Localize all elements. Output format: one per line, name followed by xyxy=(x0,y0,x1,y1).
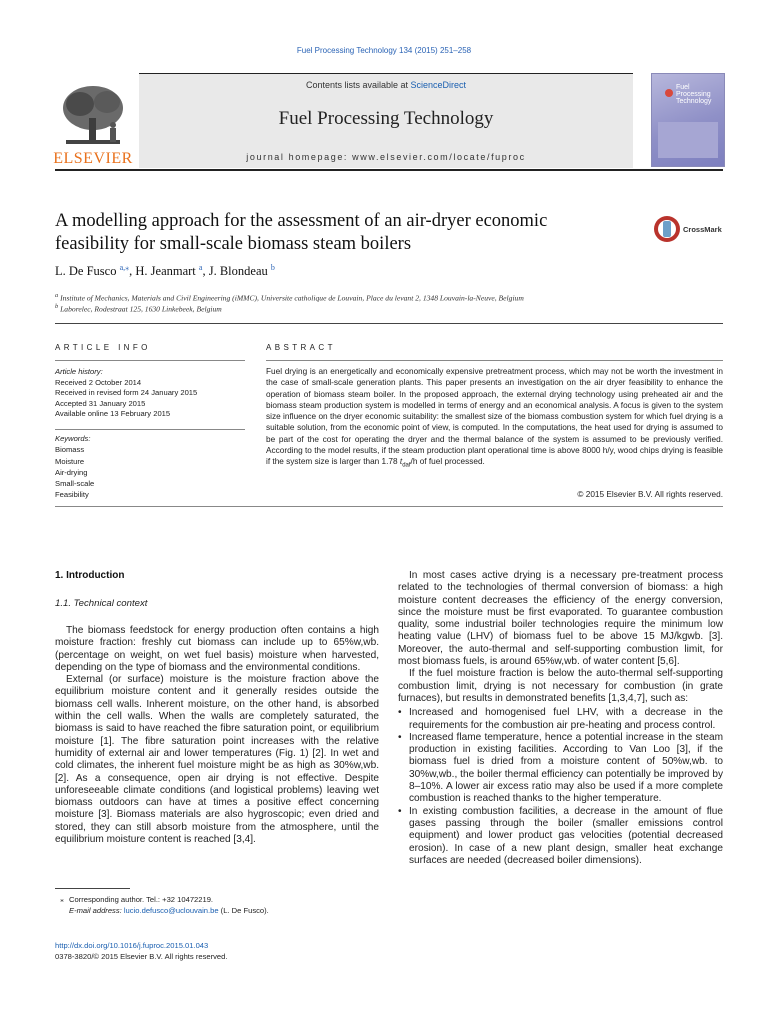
history-online: Available online 13 February 2015 xyxy=(55,409,171,419)
article-info-heading: ARTICLE INFO xyxy=(55,343,151,352)
author-affiliation-mark[interactable]: a,⁎ xyxy=(119,263,130,272)
contents-label: Contents lists available at xyxy=(305,80,411,90)
abstract-body: Fuel drying is an energetically and economically expensive pretreatment process, which may not be worth the investment in the case of small-scale generation plants. This paper presents an investigation on the air dryer feasibility to enhance the operation of biomass steam boiler. In the proposed approach, the external drying technology using preheated air and the biomass steam production system is modelled in terms of energy and an economical analysis. A focus is given to the system size influence on the dryer economic suitability: the smallest size of the biomass combustion system for which fuel drying is a suitable solution, from the economic point of view, is computed. In the computations, the heat used for drying is assumed to be part of the cost for operating the dryer and the thermal balance of the system is assumed to be previously verified. According to the model results, if the steam production plant operational time is above 8000 h/y, wood chips drying is feasible if the system size is larger than 1.78 xyxy=(266,367,723,466)
crossmark-icon xyxy=(653,214,681,244)
author-name[interactable]: L. De Fusco xyxy=(55,264,117,279)
email-label: E-mail address: xyxy=(69,906,124,915)
footnote-rule xyxy=(55,888,130,889)
crossmark-badge[interactable] xyxy=(653,214,725,244)
contents-line xyxy=(139,80,633,90)
cover-journal-title: Fuel Processing Technology xyxy=(676,84,712,105)
keyword: Feasibility xyxy=(55,490,89,500)
keyword: Air-drying xyxy=(55,467,88,477)
keyword: Biomass xyxy=(55,445,85,455)
header-bottom-rule xyxy=(55,169,723,171)
doi-link[interactable]: http://dx.doi.org/10.1016/j.fuproc.2015.01.043 xyxy=(55,941,209,950)
affiliation-b xyxy=(55,303,222,314)
right-column xyxy=(398,570,723,867)
journal-title: Fuel Processing Technology xyxy=(278,108,494,129)
list-item: • Increased flame temperature, hence a potential increase in the steam production in existing facilities. According to Van Loo [3], if the biomass fuel is dried from a moisture content of 50%w,wb. to 30%w,wb., the boiler thermal efficiency can potentially be improved by 8–10%. A lower air excess ratio may also be used if a more complete combustion is reached thanks to the higher temperature. xyxy=(398,732,723,806)
paragraph: External (or surface) moisture is the moisture fraction above the equilibrium moisture content and it generally resides outside the biomass cell walls. Inherent moisture, on the other hand, is absorbed within the cell walls. When the walls are completely saturated, the biomass is said to have reached the fibre saturation point, or equilibrium moisture [1]. The fibre saturation point increases with the relative humidity of external air and lower temperatures (Fig. 1) [2]. In wet and cold climates, the inherent fuel moisture might be as high as 30%w,wb. [2]. As a consequence, open air drying is not effective. Despite unforeseeable climate conditions (and logistical problems) leaving wet biomass outdoors can have at times a positive effect concerning moisture [3]. Biomass materials are also hygroscopic; even dried and stored, they can still absorb moisture from the atmosphere, until the equilibrium moisture content is reached [3,4]. xyxy=(55,674,379,846)
abstract-unit: t xyxy=(399,457,403,466)
journal-homepage-line xyxy=(139,152,633,162)
history-revised: Received in revised form 24 January 2015 xyxy=(55,388,198,398)
author-name[interactable]: J. Blondeau xyxy=(208,264,268,279)
abstract-unit-sub: daf xyxy=(402,462,411,469)
issn-line: 0378-3820/© 2015 Elsevier B.V. All rights reserved. xyxy=(55,952,228,961)
divider xyxy=(55,323,723,324)
divider xyxy=(55,429,245,430)
paragraph: The biomass feedstock for energy production often contains a high moisture fraction: freshly cut biomass can include up to 65%w,wb. (percentage on weight, on wet fuel basis) moisture when harvested, depending on the type of biomass and the environmental conditions. xyxy=(55,625,379,673)
history-label: Article history: xyxy=(55,367,103,376)
author-name[interactable]: H. Jeanmart xyxy=(135,264,196,279)
abstract-copyright: © 2015 Elsevier B.V. All rights reserved. xyxy=(577,490,723,499)
email-suffix: (L. De Fusco). xyxy=(218,906,269,915)
paragraph: In most cases active drying is a necessary pre-treatment process related to the technologies of thermal conversion of biomass: a high moisture content decreases the efficiency of the energy conversion, since the moisture must be first evaporated. To guarantee combustion quality, some industrial boiler technologies require the minimum low heating value (LHV) of biomass fuel to be above 15 MJ/kgwb. [3]. Moreover, the auto-thermal and self-supporting combustion limit, for most biomass fuels, is around 65%w,wb. of water content [5,6]. xyxy=(398,570,723,668)
divider xyxy=(266,360,723,361)
footnote-mark: ⁎ xyxy=(60,895,64,904)
article-history xyxy=(55,367,245,420)
crossmark-label: CrossMark xyxy=(683,225,722,234)
history-received: Received 2 October 2014 xyxy=(55,377,142,387)
section-heading: 1. Introduction xyxy=(55,570,125,581)
history-accepted: Accepted 31 January 2015 xyxy=(55,398,146,408)
article-title: A modelling approach for the assessment of an air-dryer economic feasibility for small-scale biomass steam boilers xyxy=(55,211,548,254)
keyword: Small-scale xyxy=(55,479,95,489)
author-affiliation-mark[interactable]: a xyxy=(198,263,203,272)
paragraph: If the fuel moisture fraction is below the auto-thermal self-supporting combustion limit, drying is not necessary for combustion (in grate furnaces), but results in demonstrated benefits [1,3,4,7], such as: xyxy=(398,668,723,704)
affiliation-a xyxy=(55,292,524,303)
journal-reference-link[interactable]: Fuel Processing Technology 134 (2015) 251–258 xyxy=(296,46,472,55)
homepage-label: journal homepage: xyxy=(246,152,353,162)
elsevier-wordmark: ELSEVIER xyxy=(53,150,133,167)
subsection-heading: 1.1. Technical context xyxy=(55,598,148,609)
affiliation-mark: a xyxy=(55,292,59,299)
homepage-url-link[interactable]: www.elsevier.com/locate/fuproc xyxy=(352,152,526,162)
author-list: L. De Fusco $^{a,⁎}$, H. Jeanmart $^a$, J. Blondeau $^b$ xyxy=(55,263,275,279)
divider xyxy=(55,506,723,507)
benefits-list xyxy=(398,707,723,867)
left-column xyxy=(55,625,379,846)
doi-block xyxy=(55,940,227,962)
sciencedirect-link[interactable]: ScienceDirect xyxy=(410,80,467,90)
divider xyxy=(55,360,245,361)
list-item: • Increased and homogenised fuel LHV, with a decrease in the requirements for the combustion air pre-heating and process control. xyxy=(398,707,723,732)
affiliation-mark: b xyxy=(55,303,59,310)
author-affiliation-mark[interactable]: b xyxy=(270,263,275,272)
footnote xyxy=(55,894,385,916)
keywords-label: Keywords: xyxy=(55,434,91,443)
affiliation-text: Laborelec, Rodestraat 125, 1630 Linkebeek, Belgium xyxy=(60,304,222,314)
abstract-text xyxy=(266,366,723,472)
keywords-list xyxy=(55,433,245,501)
email-link[interactable]: lucio.defusco@uclouvain.be xyxy=(123,906,219,915)
list-item: • In existing combustion facilities, a decrease in the amount of flue gases passing through the boiler (smaller emissions control equipment) and lower product gas velocities (potential decreased erosion). In case of a new plant design, smaller heat exchange surfaces are needed (decreased boiler dimensions). xyxy=(398,806,723,867)
abstract-heading: ABSTRACT xyxy=(266,343,336,352)
affiliation-text: Institute of Mechanics, Materials and Civil Engineering (iMMC), Universite catholique de Louvain, Place du levant 2, 1348 Louvain-la-Neuve, Belgium xyxy=(60,293,524,303)
keyword: Moisture xyxy=(55,456,85,466)
corresponding-author: Corresponding author. Tel.: +32 10472219. xyxy=(69,895,214,904)
abstract-end: /h of fuel processed. xyxy=(410,457,485,466)
